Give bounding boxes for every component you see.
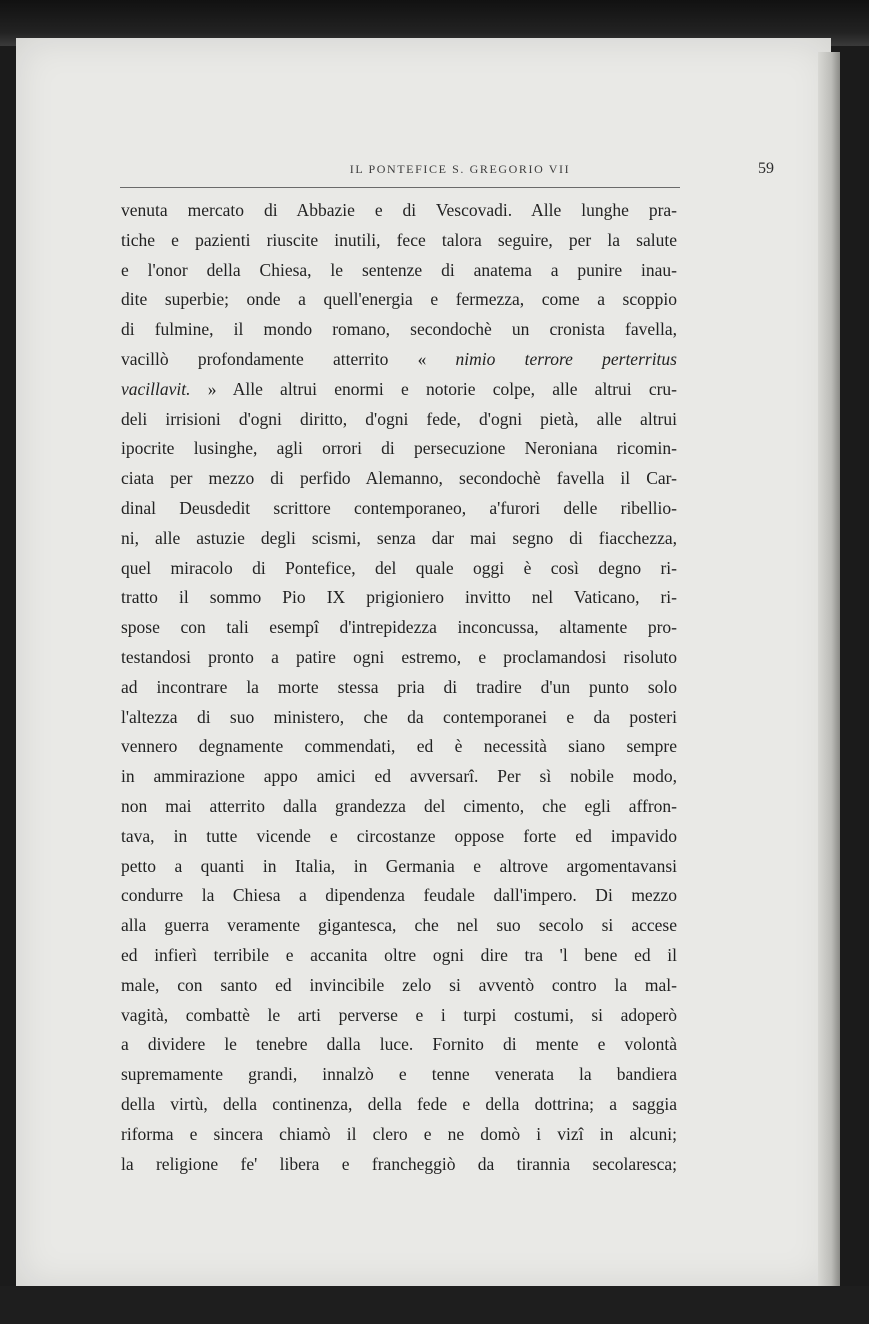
text-line: male, con santo ed invincibile zelo si avventò contro la mal- bbox=[121, 974, 677, 995]
text-line: in ammirazione appo amici ed avversarî. Per sì nobile modo, bbox=[121, 766, 677, 787]
scan-border-bottom bbox=[0, 1286, 869, 1324]
running-head bbox=[120, 160, 800, 184]
page-edge bbox=[818, 52, 840, 1292]
text-line: dinal Deusdedit scrittore contemporaneo, a'furori delle ribellio- bbox=[121, 497, 677, 518]
text-line: spose con tali esempî d'intrepidezza inconcussa, altamente pro- bbox=[121, 617, 677, 638]
text-line: quel miracolo di Pontefice, del quale oggi è così degno ri- bbox=[121, 557, 677, 578]
text-line: petto a quanti in Italia, in Germania e altrove argomentavansi bbox=[121, 855, 677, 876]
text-line: ed infierì terribile e accanita oltre ogni dire tra 'l bene ed il bbox=[121, 944, 677, 965]
text-line: vagità, combattè le arti perverse e i turpi costumi, si adoperò bbox=[121, 1004, 677, 1025]
text-line: vennero degnamente commendati, ed è necessità siano sempre bbox=[121, 736, 677, 757]
text-line: l'altezza di suo ministero, che da contemporanei e da posteri bbox=[121, 706, 677, 727]
text-line: tratto il sommo Pio IX prigioniero invitto nel Vaticano, ri- bbox=[121, 587, 677, 608]
text-line: alla guerra veramente gigantesca, che nel suo secolo si accese bbox=[121, 915, 677, 936]
text-line: e l'onor della Chiesa, le sentenze di anatema a punire inau- bbox=[121, 259, 677, 280]
text-line: di fulmine, il mondo romano, secondochè un cronista favella, bbox=[121, 319, 677, 340]
header-rule bbox=[120, 187, 680, 188]
page-number: 59 bbox=[758, 160, 774, 177]
text-line: riforma e sincera chiamò il clero e ne domò i vizî in alcuni; bbox=[121, 1123, 677, 1144]
text-line: venuta mercato di Abbazie e di Vescovadi. Alle lunghe pra- bbox=[121, 200, 677, 220]
text-line: testandosi pronto a patire ogni estremo, e proclamandosi risoluto bbox=[121, 646, 677, 667]
text-line: condurre la Chiesa a dipendenza feudale dall'impero. Di mezzo bbox=[121, 885, 677, 906]
text-line: deli irrisioni d'ogni diritto, d'ogni fede, d'ogni pietà, alle altrui bbox=[121, 408, 677, 429]
latin-quotation: vacillavit. bbox=[121, 378, 191, 399]
text-line: ni, alle astuzie degli scismi, senza dar mai segno di fiacchezza, bbox=[121, 527, 677, 548]
text-line: ciata per mezzo di perfido Alemanno, secondochè favella il Car- bbox=[121, 468, 677, 489]
text-line: la religione fe' libera e francheggiò da tirannia secolaresca; bbox=[121, 1153, 677, 1174]
text-line: vacillavit. » Alle altrui enormi e notorie colpe, alle altrui cru- bbox=[121, 378, 677, 399]
body-text bbox=[121, 196, 677, 1179]
text-line: a dividere le tenebre dalla luce. Fornito di mente e volontà bbox=[121, 1034, 677, 1055]
text-line: non mai atterrito dalla grandezza del cimento, che egli affron- bbox=[121, 795, 677, 816]
text-line: della virtù, della continenza, della fede e della dottrina; a saggia bbox=[121, 1093, 677, 1114]
text-line: tava, in tutte vicende e circostanze oppose forte ed impavido bbox=[121, 825, 677, 846]
text-line: supremamente grandi, innalzò e tenne venerata la bandiera bbox=[121, 1064, 677, 1085]
latin-quotation: nimio terrore perterritus bbox=[455, 348, 677, 369]
running-title: IL PONTEFICE S. GREGORIO VII bbox=[349, 162, 571, 176]
text-line: vacillò profondamente atterrito « nimio terrore perterritus bbox=[121, 348, 677, 369]
text-line: dite superbie; onde a quell'energia e fermezza, come a scoppio bbox=[121, 289, 677, 310]
text-line: ad incontrare la morte stessa pria di tradire d'un punto solo bbox=[121, 676, 677, 697]
text-line: tiche e pazienti riuscite inutili, fece talora seguire, per la salute bbox=[121, 229, 677, 250]
text-line: ipocrite lusinghe, agli orrori di persecuzione Neroniana ricomin- bbox=[121, 438, 677, 459]
